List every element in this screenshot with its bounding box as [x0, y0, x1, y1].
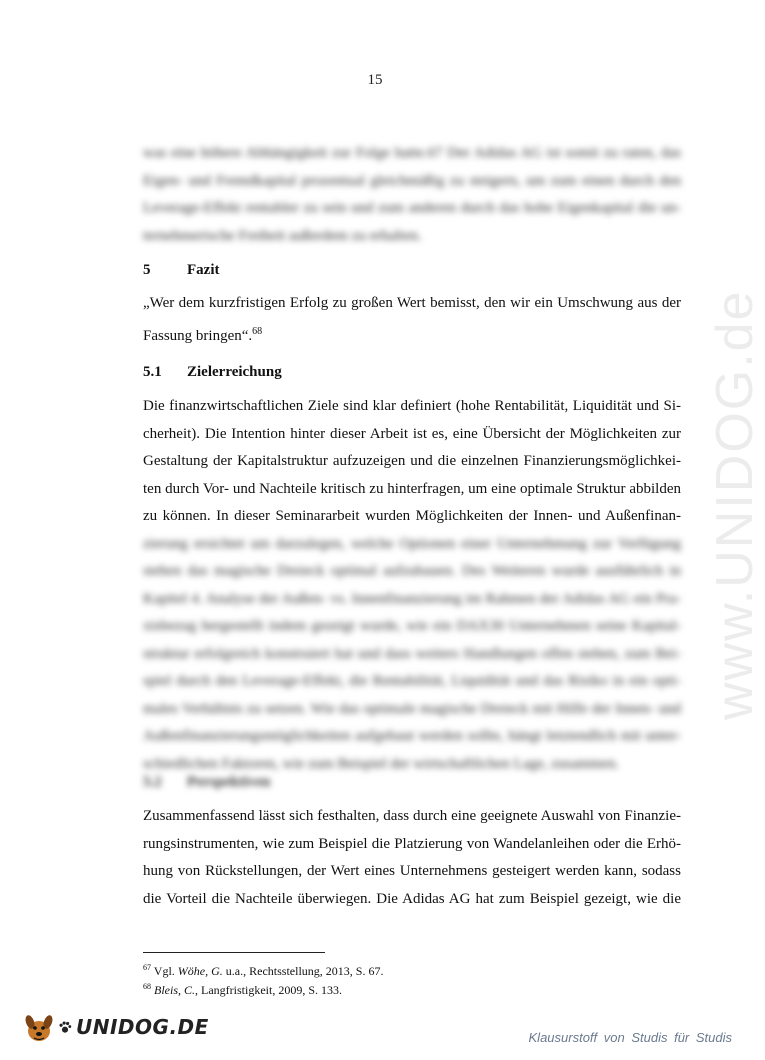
section-number: 5.1	[143, 364, 162, 380]
text-line: cherheit). Die Intention hinter dieser Arbeit ist es, eine Übersicht der Möglichkeiten zur	[143, 425, 681, 442]
page-number: 15	[367, 72, 383, 88]
text-line: ten durch Vor- und Nachteile kritisch zu hinterfragen, um eine optimale Struktur abbilden	[143, 480, 681, 497]
section-heading-5	[143, 262, 219, 279]
section-heading-5-1	[143, 364, 282, 381]
footnote-author: Wöhe, G.	[177, 964, 223, 978]
section-title: Perspektiven	[187, 774, 271, 790]
zielerreichung-paragraph	[143, 393, 681, 778]
dog-icon	[22, 1010, 56, 1044]
text-line: die Vorteil die Nachteile überwiegen. Die Adidas AG hat zum Beispiel gezeigt, wie die	[143, 890, 681, 907]
footnotes	[143, 960, 383, 998]
section-title: Zielerreichung	[187, 364, 282, 380]
text-line: spiel durch den Leverage-Effekt, die Rentabilität, Liquidität und das Risiko in ein opti-	[143, 673, 681, 689]
logo-text: UNIDOG.DE	[76, 1015, 209, 1039]
perspektiven-paragraph	[143, 803, 681, 913]
text-line: Eigen- und Fremdkapital prozentual gleichmäßig zu steigern, um zum einen durch den	[143, 172, 681, 189]
text-line: Kapitel 4. Analyse der Außen- vs. Innenfinanzierung im Rahmen der Adidas AG ein Pra-	[143, 590, 681, 607]
text-line: Die finanzwirtschaftlichen Ziele sind klar definiert (hohe Rentabilität, Liquidität und Si-	[143, 398, 681, 414]
unidog-logo[interactable]	[22, 1010, 209, 1044]
tagline: Klausurstoff von Studis für Studis	[528, 1030, 732, 1045]
intro-paragraph-blurred	[143, 140, 681, 250]
text-line: Leverage-Effekt rentabler zu sein und zum anderen durch das hohe Eigenkapital die un-	[143, 200, 681, 216]
text-line: stehen das magische Dreieck optimal aufzubauen. Des Weiteren wurde ausführlich in	[143, 563, 681, 579]
footnote-number: 67	[143, 963, 151, 972]
text-line	[143, 318, 681, 351]
section-title: Fazit	[187, 262, 220, 278]
footnote-source: , Langfristigkeit, 2009, S. 133.	[195, 983, 342, 997]
text-line: zu können. In dieser Seminararbeit wurden Möglichkeiten der Innen- und Außenfinan-	[143, 508, 681, 524]
blurred-text-block	[143, 531, 681, 779]
footnote-source: u.a., Rechtsstellung, 2013, S. 67.	[222, 964, 384, 978]
section-heading-5-2	[143, 774, 270, 791]
text-line: males Verhältnis zu setzen. Wie das optimale magische Dreieck mit Hilfe der Innen- und	[143, 700, 681, 717]
text-line: Gestaltung der Kapitalstruktur aufzuzeigen und die einzelnen Finanzierungsmöglichkei-	[143, 453, 681, 469]
text-line: ternehmerische Freiheit außerdem zu erhalten.	[143, 227, 422, 244]
text-line: Außenfinanzierungsmöglichkeiten aufgebaut werden sollte, hängt letztendlich mit unter-	[143, 728, 681, 744]
footnote-68	[143, 979, 383, 998]
text-line: rungsinstrumenten, wie zum Beispiel die Platzierung von Wandelanleihen oder die Erhö-	[143, 835, 681, 852]
quote-paragraph	[143, 290, 681, 350]
text-line: xisbezug hergestellt indem gezeigt wurde, wie ein DAX30 Unternehmen seine Kapital-	[143, 618, 681, 634]
footnote-ref: 68	[252, 325, 263, 337]
footnote-author: Bleis, C.	[154, 983, 195, 997]
text-line: „Wer dem kurzfristigen Erfolg zu großen Wert bemisst, den wir ein Umschwung aus der	[143, 295, 681, 311]
text-line: zierung ersichtet um darzulegen, welche Optionen einer Unternehmung zur Verfügung	[143, 535, 681, 552]
paw-icon	[58, 1020, 72, 1034]
footnote-67	[143, 960, 383, 979]
footnote-divider	[143, 952, 325, 953]
text-line: was eine höhere Abhängigkeit zur Folge hatte.67 Der Adidas AG ist somit zu raten, das	[143, 145, 681, 161]
text-line: schiedlichen Faktoren, wie zum Beispiel der wirtschaftlichen Lage, zusammen.	[143, 755, 620, 772]
section-number: 5.2	[143, 774, 162, 790]
watermark: www.UNIDOG.de	[706, 289, 764, 720]
text-line: struktur erfolgreich konstruiert hat und dass weiters Handlungen offen stehen, zum Bei-	[143, 645, 681, 662]
section-number: 5	[143, 262, 151, 278]
footnote-number: 68	[143, 982, 151, 991]
text-line: Zusammenfassend lässt sich festhalten, dass durch eine geeignete Auswahl von Finanzie-	[143, 808, 681, 824]
quote-text: Fassung bringen“.	[143, 327, 253, 344]
footnote-prefix: Vgl.	[153, 964, 178, 978]
text-line: hung von Rückstellungen, der Wert eines Unternehmens gesteigert werden kann, sodass	[143, 863, 681, 879]
